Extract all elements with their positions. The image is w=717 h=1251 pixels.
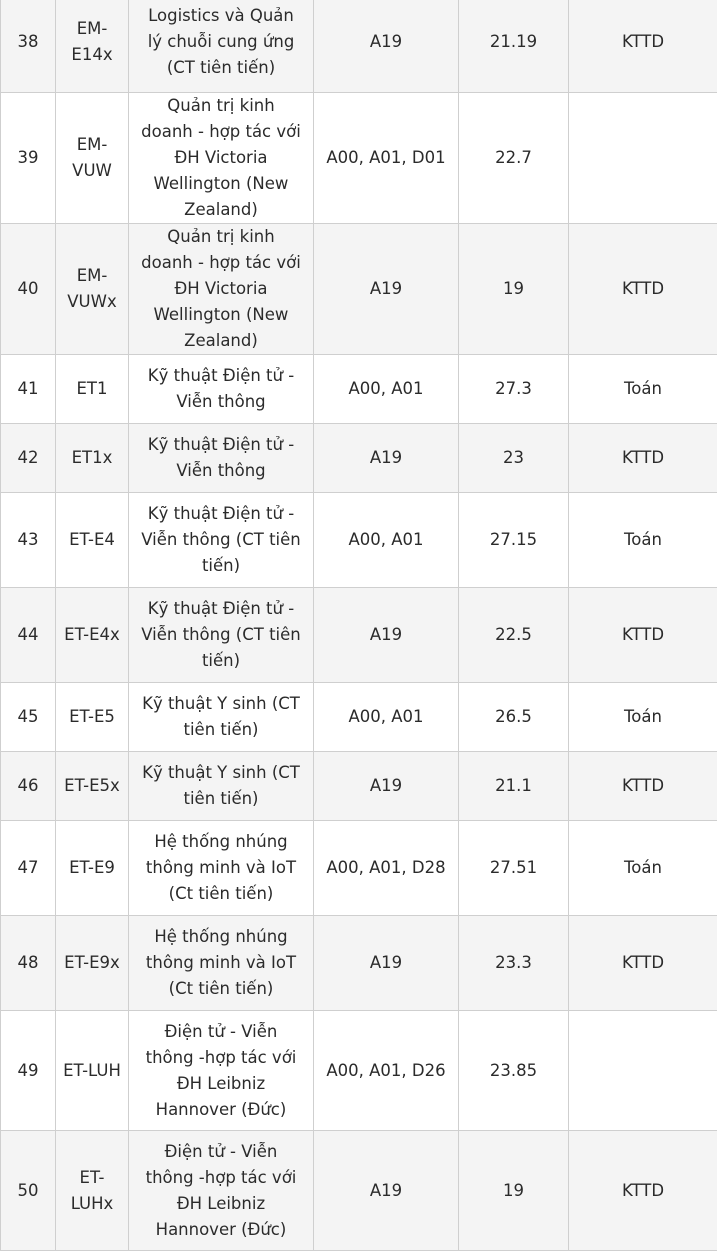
subject-combination-cell: A00, A01 [314, 493, 459, 588]
subject-combination-cell: A19 [314, 752, 459, 821]
program-code-cell: ET1 [56, 355, 129, 424]
note-cell: Toán [569, 683, 717, 752]
note-cell: KTTD [569, 588, 717, 683]
program-name-cell: Kỹ thuật Y sinh (CT tiên tiến) [129, 752, 314, 821]
cutoff-score-cell: 23.3 [459, 916, 569, 1011]
subject-combination-cell: A19 [314, 916, 459, 1011]
table-row [1, 424, 717, 493]
program-name-cell: Hệ thống nhúng thông minh và IoT (Ct tiên tiến) [129, 821, 314, 916]
table-row [1, 752, 717, 821]
program-code-cell: ET-E9x [56, 916, 129, 1011]
table-row [1, 93, 717, 224]
table-row [1, 588, 717, 683]
program-name-cell: Kỹ thuật Điện tử - Viễn thông (CT tiên tiến) [129, 493, 314, 588]
note-cell: Toán [569, 355, 717, 424]
row-number-cell: 47 [1, 821, 56, 916]
note-cell: KTTD [569, 916, 717, 1011]
subject-combination-cell: A00, A01, D01 [314, 93, 459, 224]
row-number-cell: 39 [1, 93, 56, 224]
program-name-cell: Điện tử - Viễn thông -hợp tác với ĐH Leibniz Hannover (Đức) [129, 1011, 314, 1131]
cutoff-score-cell: 21.19 [459, 0, 569, 93]
cutoff-score-cell: 21.1 [459, 752, 569, 821]
cutoff-score-cell: 22.7 [459, 93, 569, 224]
subject-combination-cell: A19 [314, 588, 459, 683]
cutoff-score-cell: 22.5 [459, 588, 569, 683]
row-number-cell: 44 [1, 588, 56, 683]
note-cell [569, 93, 717, 224]
row-number-cell: 46 [1, 752, 56, 821]
note-cell: KTTD [569, 224, 717, 355]
table-body [1, 0, 717, 1251]
note-cell: KTTD [569, 424, 717, 493]
table-row [1, 493, 717, 588]
table-row [1, 1131, 717, 1251]
program-code-cell: ET-E9 [56, 821, 129, 916]
row-number-cell: 43 [1, 493, 56, 588]
subject-combination-cell: A19 [314, 424, 459, 493]
subject-combination-cell: A00, A01 [314, 683, 459, 752]
note-cell: Toán [569, 821, 717, 916]
program-code-cell: ET1x [56, 424, 129, 493]
table-row [1, 916, 717, 1011]
cutoff-score-cell: 27.15 [459, 493, 569, 588]
row-number-cell: 42 [1, 424, 56, 493]
program-name-cell: Quản trị kinh doanh - hợp tác với ĐH Victoria Wellington (New Zealand) [129, 224, 314, 355]
cutoff-score-cell: 27.3 [459, 355, 569, 424]
program-code-cell: ET-E5 [56, 683, 129, 752]
program-name-cell: Quản trị kinh doanh - hợp tác với ĐH Victoria Wellington (New Zealand) [129, 93, 314, 224]
program-name-cell: Kỹ thuật Điện tử - Viễn thông [129, 355, 314, 424]
table-row [1, 1011, 717, 1131]
program-name-cell: Logistics và Quản lý chuỗi cung ứng (CT tiên tiến) [129, 0, 314, 93]
note-cell: KTTD [569, 752, 717, 821]
subject-combination-cell: A00, A01, D26 [314, 1011, 459, 1131]
program-code-cell: ET-LUH [56, 1011, 129, 1131]
note-cell: KTTD [569, 0, 717, 93]
cutoff-score-cell: 23.85 [459, 1011, 569, 1131]
program-code-cell: ET-E4 [56, 493, 129, 588]
cutoff-score-cell: 19 [459, 1131, 569, 1251]
program-name-cell: Kỹ thuật Điện tử - Viễn thông [129, 424, 314, 493]
subject-combination-cell: A19 [314, 0, 459, 93]
table-row [1, 224, 717, 355]
row-number-cell: 38 [1, 0, 56, 93]
program-name-cell: Kỹ thuật Y sinh (CT tiên tiến) [129, 683, 314, 752]
row-number-cell: 48 [1, 916, 56, 1011]
program-name-cell: Điện tử - Viễn thông -hợp tác với ĐH Leibniz Hannover (Đức) [129, 1131, 314, 1251]
program-code-cell: ET-LUHx [56, 1131, 129, 1251]
cutoff-score-cell: 26.5 [459, 683, 569, 752]
note-cell: Toán [569, 493, 717, 588]
row-number-cell: 50 [1, 1131, 56, 1251]
row-number-cell: 49 [1, 1011, 56, 1131]
program-name-cell: Kỹ thuật Điện tử - Viễn thông (CT tiên tiến) [129, 588, 314, 683]
program-code-cell: EM-VUW [56, 93, 129, 224]
note-cell [569, 1011, 717, 1131]
program-name-cell: Hệ thống nhúng thông minh và IoT (Ct tiên tiến) [129, 916, 314, 1011]
table-row [1, 355, 717, 424]
row-number-cell: 45 [1, 683, 56, 752]
program-code-cell: EM-E14x [56, 0, 129, 93]
subject-combination-cell: A00, A01, D28 [314, 821, 459, 916]
cutoff-score-cell: 19 [459, 224, 569, 355]
table-row [1, 0, 717, 93]
row-number-cell: 40 [1, 224, 56, 355]
subject-combination-cell: A00, A01 [314, 355, 459, 424]
program-code-cell: ET-E4x [56, 588, 129, 683]
table-row [1, 821, 717, 916]
note-cell: KTTD [569, 1131, 717, 1251]
subject-combination-cell: A19 [314, 1131, 459, 1251]
program-code-cell: EM-VUWx [56, 224, 129, 355]
row-number-cell: 41 [1, 355, 56, 424]
subject-combination-cell: A19 [314, 224, 459, 355]
cutoff-score-cell: 23 [459, 424, 569, 493]
program-code-cell: ET-E5x [56, 752, 129, 821]
cutoff-score-cell: 27.51 [459, 821, 569, 916]
table-row [1, 683, 717, 752]
